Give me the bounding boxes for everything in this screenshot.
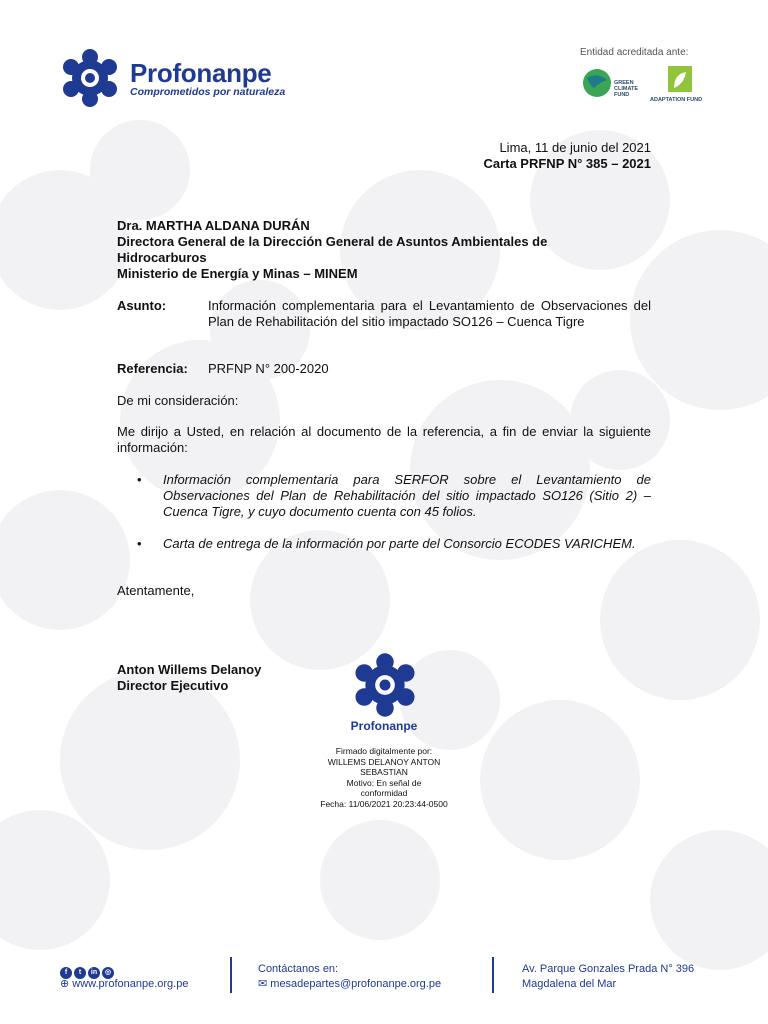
subject-text: Información complementaria para el Levantamiento de Observaciones del Plan de Rehabilitación del sitio impactado SO126 – Cuenca Tigre xyxy=(208,298,651,329)
recipient-name: Dra. MARTHA ALDANA DURÁN xyxy=(117,218,310,233)
list-item xyxy=(137,536,651,552)
recipient-org: Ministerio de Energía y Minas – MINEM xyxy=(117,266,358,281)
leaf-icon xyxy=(668,66,692,92)
address-line2: Magdalena del Mar xyxy=(522,978,617,990)
logo-tagline: Comprometidos por naturaleza xyxy=(130,86,286,98)
reference-text: PRFNP N° 200-2020 xyxy=(208,361,329,376)
globe-icon xyxy=(582,68,612,98)
signer-name: Anton Willems Delanoy xyxy=(117,662,262,677)
contact-label: Contáctanos en: xyxy=(258,963,339,975)
stamp-logo-name: Profonanpe xyxy=(350,719,418,733)
letter-number: Carta PRFNP N° 385 – 2021 xyxy=(483,156,651,171)
closing: Atentamente, xyxy=(117,583,195,598)
profonanpe-logo-icon xyxy=(350,652,420,718)
website-text: www.profonanpe.org.pe xyxy=(72,978,189,990)
signer-title: Director Ejecutivo xyxy=(117,678,229,693)
adaptation-fund-logo xyxy=(650,66,710,106)
stamp-line: Firmado digitalmente por: xyxy=(335,746,433,756)
subject-label: Asunto: xyxy=(117,298,167,313)
stamp-line: SEBASTIAN xyxy=(360,767,408,777)
recipient-block xyxy=(117,218,597,282)
list-item xyxy=(137,472,651,520)
logo-name: Profonanpe xyxy=(130,58,272,88)
stamp-details xyxy=(300,746,468,809)
greeting: De mi consideración: xyxy=(117,393,239,408)
stamp-line: Motivo: En señal de xyxy=(346,777,422,788)
signature-stamp xyxy=(300,648,468,818)
reference-label: Referencia: xyxy=(117,361,188,376)
bullet-icon: • xyxy=(137,472,142,487)
mail-icon: ✉ xyxy=(258,978,268,990)
email-text: mesadepartes@profonanpe.org.pe xyxy=(270,978,442,990)
stamp-line: Fecha: 11/06/2021 20:23:44-0500 xyxy=(320,798,448,809)
place-date: Lima, 11 de junio del 2021 xyxy=(499,140,651,155)
fund2-name: ADAPTATION FUND xyxy=(650,97,703,103)
header-logo xyxy=(58,48,298,106)
fund1-name: GREEN CLIMATE FUND xyxy=(614,80,639,98)
bullet-text: Carta de entrega de la información por parte del Consorcio ECODES VARICHEM. xyxy=(163,536,636,551)
bullet-icon: • xyxy=(137,536,142,551)
linkedin-icon[interactable]: in xyxy=(88,967,100,979)
bullet-list xyxy=(137,472,651,552)
profonanpe-logo-icon xyxy=(58,48,122,108)
email-link[interactable] xyxy=(258,977,441,990)
recipient-title: Directora General de la Dirección General de Asuntos Ambientales de Hidrocarburos xyxy=(117,234,548,265)
stamp-line: conformidad xyxy=(360,788,408,798)
instagram-icon[interactable]: ◎ xyxy=(102,967,114,979)
website-link[interactable] xyxy=(60,977,188,990)
address-line1: Av. Parque Gonzales Prada N° 396 xyxy=(522,963,695,975)
globe-icon: ⊕ xyxy=(60,978,70,990)
facebook-icon[interactable]: f xyxy=(60,967,72,979)
bullet-text: Información complementaria para SERFOR sobre el Levantamiento de Observaciones del Plan de Rehabilitación del sitio impactado SO126 (Sitio 2) – Cuenca Tigre, y cuyo documento cuenta con 45 folios. xyxy=(163,472,651,519)
stamp-line: WILLEMS DELANOY ANTON xyxy=(327,756,441,767)
body-paragraph: Me dirijo a Usted, en relación al documento de la referencia, a fin de enviar la siguiente información: xyxy=(117,424,651,455)
accreditation-label: Entidad acreditada ante: xyxy=(580,47,689,58)
green-climate-fund-logo xyxy=(582,66,642,102)
footer-divider xyxy=(492,957,494,993)
twitter-icon[interactable]: t xyxy=(74,967,86,979)
footer-divider xyxy=(230,957,232,993)
